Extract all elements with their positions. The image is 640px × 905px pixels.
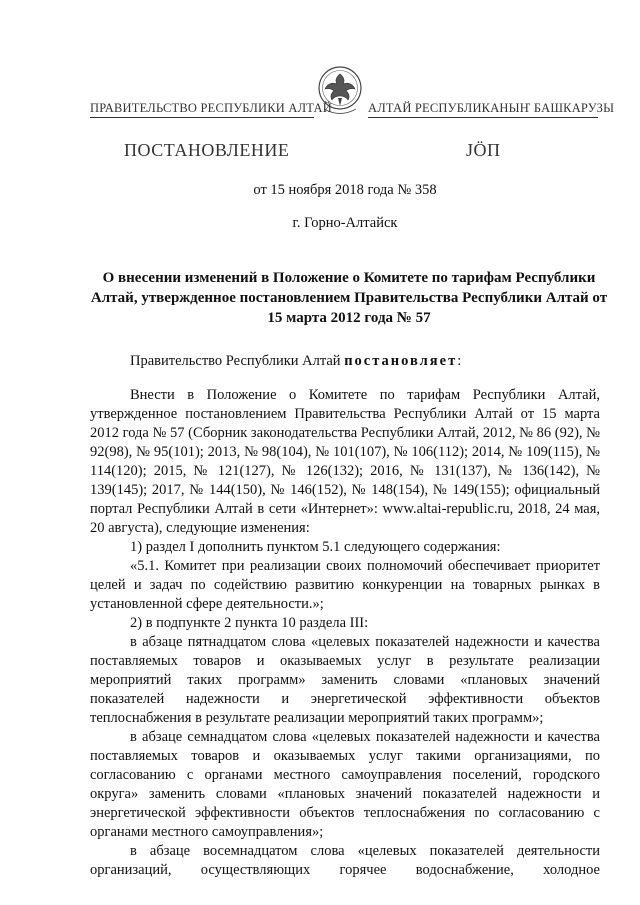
- header-divider-right: [368, 117, 598, 118]
- paragraph-item-1: 1) раздел I дополнить пунктом 5.1 следующего содержания:: [130, 539, 501, 555]
- paragraph-abzats-15: в абзаце пятнадцатом слова «целевых показателей надежности и качества поставляемых товаров и оказываемых услуг в результате реализации мероприятий таких программ» заменить словами «плановых значений показателей надежности и энергетической эффективности объектов теплоснабжения в результате реализации мероприятий таких программ»;: [90, 634, 600, 726]
- preamble-colon: :: [457, 353, 462, 369]
- paragraph-abzats-18: в абзаце восемнадцатом слова «целевых показателей деятельности организаций, осуществляющих горячее водоснабжение, холодное: [90, 843, 600, 878]
- preamble: [90, 352, 600, 371]
- document-title: О внесении изменений в Положение о Комитете по тарифам Республики Алтай, утвержденное постановлением Правительства Республики Алтай от 15 марта 2012 года № 57: [90, 270, 608, 326]
- header-divider-left: [90, 117, 314, 118]
- government-name-ru: ПРАВИТЕЛЬСТВО РЕСПУБЛИКИ АЛТАЙ: [90, 101, 332, 115]
- paragraph-item-2: 2) в подпункте 2 пункта 10 раздела III:: [130, 615, 369, 631]
- preamble-text: Правительство Республики Алтай: [130, 353, 345, 369]
- doc-type-ru: ПОСТАНОВЛЕНИЕ: [124, 140, 290, 160]
- document-date-number: от 15 ноября 2018 года № 358: [253, 182, 437, 198]
- preamble-verb: постановляет: [344, 353, 458, 369]
- paragraph-amendment-intro: Внести в Положение о Комитете по тарифам Республики Алтай, утвержденное постановлением Правительства Республики Алтай от 15 марта 2012 года № 57 (Сборник законодательства Республики Алтай, 2012, № 86 (92), № 92(98), № 95(101); 2013, № 98(104), № 101(107), № 106(112); 2014, № 109(115), № 114(120); 2015, № 121(127), № 126(132); 2016, № 131(137), № 136(142), № 139(145); 2017, № 144(150), № 146(152), № 148(154), № 149(155); официальный портал Республики Алтай в сети «Интернет»: www.altai-republic.ru, 2018, 24 мая, 20 августа), следующие изменения:: [90, 387, 600, 536]
- doc-type-altai: ЈӦП: [466, 140, 501, 160]
- paragraph-abzats-17: в абзаце семнадцатом слова «целевых показателей надежности и качества поставляемых товаров и оказываемых услуг такими организациями, по согласованию с органами местного самоуправления поселений, городского округа» заменить словами «плановых значений показателей надежности и энергетической эффективности объектов теплоснабжения по согласованию с органами местного самоуправления»;: [90, 729, 600, 840]
- paragraph-clause-5-1: «5.1. Комитет при реализации своих полномочий обеспечивает приоритет целей и задач по содействию развитию конкуренции на товарных рынках в установленной сфере деятельности.»;: [90, 558, 600, 612]
- document-city: г. Горно-Алтайск: [292, 215, 398, 231]
- document-body: [90, 352, 600, 880]
- government-name-altai: АЛТАЙ РЕСПУБЛИКАНЫҤ БАШКАРУЗЫ: [368, 101, 615, 115]
